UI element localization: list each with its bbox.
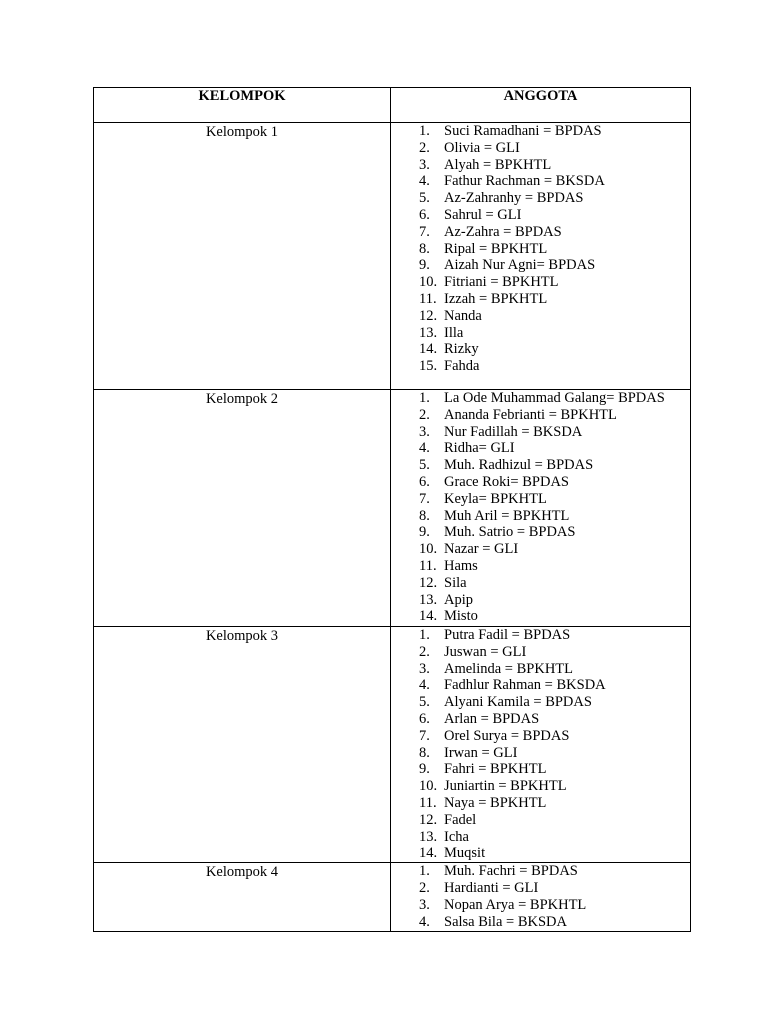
member-number: 1. [419, 863, 430, 880]
member-number: 3. [419, 896, 430, 913]
header-group: KELOMPOK [94, 88, 391, 123]
member-item [419, 440, 690, 457]
member-name: Izzah = BPKHTL [444, 290, 548, 307]
member-number: 14. [419, 608, 438, 625]
member-name: Alyani Kamila = BPDAS [444, 694, 592, 711]
member-number: 7. [419, 490, 430, 507]
member-name: Sahrul = GLI [444, 206, 522, 223]
member-item [419, 677, 690, 694]
member-item [419, 341, 690, 358]
group-name: Kelompok 1 [205, 124, 279, 140]
member-item [419, 491, 690, 508]
member-number: 2. [419, 139, 430, 156]
member-name: Sila [444, 574, 467, 591]
member-name: Apip [444, 591, 473, 608]
group-row [94, 390, 691, 627]
member-number: 5. [419, 694, 430, 711]
member-item [419, 308, 690, 325]
member-item [419, 575, 690, 592]
member-number: 7. [419, 223, 430, 240]
member-item [419, 474, 690, 491]
member-item [419, 524, 690, 541]
member-number: 13. [419, 828, 438, 845]
member-item [419, 291, 690, 308]
member-number: 2. [419, 406, 430, 423]
member-item [419, 592, 690, 609]
member-name: Alyah = BPKHTL [444, 156, 552, 173]
member-name: Nopan Arya = BPKHTL [444, 896, 587, 913]
member-name: Naya = BPKHTL [444, 794, 547, 811]
member-item [419, 257, 690, 274]
member-number: 7. [419, 727, 430, 744]
member-item [419, 558, 690, 575]
member-number: 4. [419, 173, 430, 190]
member-item [419, 863, 690, 880]
member-number: 5. [419, 190, 430, 207]
member-number: 1. [419, 123, 430, 139]
group-members-cell [391, 390, 691, 627]
member-item [419, 424, 690, 441]
member-number: 10. [419, 778, 438, 795]
member-item [419, 390, 690, 407]
member-name: Nanda [444, 307, 482, 324]
member-item [419, 207, 690, 224]
member-number: 14. [419, 845, 438, 862]
member-number: 13. [419, 591, 438, 608]
member-number: 10. [419, 274, 438, 291]
member-item [419, 608, 690, 625]
member-item [419, 812, 690, 829]
member-name: Az-Zahranhy = BPDAS [444, 190, 584, 207]
member-name: Fathur Rachman = BKSDA [444, 173, 605, 190]
member-number: 9. [419, 761, 430, 778]
member-number: 2. [419, 879, 430, 896]
member-name: Rizky [444, 341, 479, 358]
member-item [419, 728, 690, 745]
member-name: Ananda Febrianti = BPKHTL [444, 406, 617, 423]
member-name: Salsa Bila = BKSDA [444, 913, 567, 930]
member-item [419, 123, 690, 140]
group-row [94, 863, 691, 932]
member-item [419, 778, 690, 795]
member-name: Juswan = GLI [444, 643, 527, 660]
member-number: 8. [419, 744, 430, 761]
group-members-cell [391, 123, 691, 390]
group-name: Kelompok 3 [205, 628, 279, 644]
member-item [419, 745, 690, 762]
member-number: 3. [419, 156, 430, 173]
member-number: 13. [419, 324, 438, 341]
member-item [419, 241, 690, 258]
member-list [391, 390, 690, 625]
member-number: 14. [419, 341, 438, 358]
member-item [419, 644, 690, 661]
member-name: Ripal = BPKHTL [444, 240, 548, 257]
member-list [391, 627, 690, 862]
member-name: Olivia = GLI [444, 139, 520, 156]
member-number: 4. [419, 677, 430, 694]
member-name: Grace Roki= BPDAS [444, 473, 569, 490]
member-item [419, 541, 690, 558]
member-name: Muh. Satrio = BPDAS [444, 524, 576, 541]
member-name: Misto [444, 608, 478, 625]
member-list [391, 863, 690, 930]
member-number: 9. [419, 524, 430, 541]
group-table [93, 87, 691, 932]
member-item [419, 845, 690, 862]
member-item [419, 457, 690, 474]
member-name: Orel Surya = BPDAS [444, 727, 570, 744]
member-name: Icha [444, 828, 469, 845]
member-number: 4. [419, 913, 430, 930]
group-members-cell [391, 863, 691, 932]
member-name: Putra Fadil = BPDAS [444, 627, 571, 643]
member-name: Muh Aril = BPKHTL [444, 507, 570, 524]
member-number: 8. [419, 507, 430, 524]
member-number: 9. [419, 257, 430, 274]
member-number: 12. [419, 574, 438, 591]
member-item [419, 914, 690, 931]
member-item [419, 140, 690, 157]
member-number: 11. [419, 794, 437, 811]
member-number: 11. [419, 557, 437, 574]
member-number: 5. [419, 457, 430, 474]
member-name: Amelinda = BPKHTL [444, 660, 573, 677]
member-name: Illa [444, 324, 464, 341]
member-item [419, 157, 690, 174]
group-name: Kelompok 4 [205, 864, 279, 881]
member-item [419, 274, 690, 291]
member-name: Hams [444, 557, 478, 574]
member-number: 4. [419, 440, 430, 457]
member-name: Muqsit [444, 845, 486, 862]
group-members-cell [391, 627, 691, 863]
member-item [419, 829, 690, 846]
member-name: Az-Zahra = BPDAS [444, 223, 562, 240]
member-item [419, 508, 690, 525]
member-name: Nur Fadillah = BKSDA [444, 423, 583, 440]
group-name-cell [94, 390, 391, 627]
member-item [419, 407, 690, 424]
member-number: 2. [419, 643, 430, 660]
group-name-cell [94, 123, 391, 390]
member-item [419, 627, 690, 644]
member-number: 15. [419, 358, 438, 375]
member-item [419, 694, 690, 711]
member-number: 6. [419, 206, 430, 223]
member-name: Hardianti = GLI [444, 879, 539, 896]
member-name: Juniartin = BPKHTL [444, 778, 567, 795]
group-row [94, 123, 691, 390]
member-name: Fadel [444, 811, 477, 828]
member-name: Fitriani = BPKHTL [444, 274, 559, 291]
group-name: Kelompok 2 [205, 391, 279, 407]
member-item [419, 224, 690, 241]
member-number: 6. [419, 710, 430, 727]
member-item [419, 795, 690, 812]
member-number: 8. [419, 240, 430, 257]
member-name: La Ode Muhammad Galang= BPDAS [444, 390, 665, 406]
member-name: Keyla= BPKHTL [444, 490, 547, 507]
member-number: 10. [419, 541, 438, 558]
member-item [419, 880, 690, 897]
header-members: ANGGOTA [391, 88, 691, 123]
member-number: 6. [419, 473, 430, 490]
member-name: Suci Ramadhani = BPDAS [444, 123, 602, 139]
member-item [419, 661, 690, 678]
member-name: Muh. Fachri = BPDAS [444, 863, 578, 880]
member-item [419, 358, 690, 375]
member-number: 1. [419, 627, 430, 643]
member-name: Aizah Nur Agni= BPDAS [444, 257, 596, 274]
member-name: Ridha= GLI [444, 440, 515, 457]
member-item [419, 897, 690, 914]
member-number: 3. [419, 660, 430, 677]
member-item [419, 173, 690, 190]
group-row [94, 627, 691, 863]
member-item [419, 325, 690, 342]
member-item [419, 761, 690, 778]
member-item [419, 711, 690, 728]
member-name: Muh. Radhizul = BPDAS [444, 457, 594, 474]
member-list [391, 123, 690, 375]
group-name-cell [94, 863, 391, 932]
member-name: Nazar = GLI [444, 541, 519, 558]
member-item [419, 190, 690, 207]
member-name: Arlan = BPDAS [444, 710, 540, 727]
member-number: 11. [419, 290, 437, 307]
header-row [94, 88, 691, 123]
member-name: Irwan = GLI [444, 744, 518, 761]
member-number: 12. [419, 307, 438, 324]
member-number: 12. [419, 811, 438, 828]
member-number: 3. [419, 423, 430, 440]
member-name: Fahri = BPKHTL [444, 761, 547, 778]
member-name: Fahda [444, 358, 480, 375]
member-name: Fadhlur Rahman = BKSDA [444, 677, 606, 694]
group-name-cell [94, 627, 391, 863]
member-number: 1. [419, 390, 430, 406]
